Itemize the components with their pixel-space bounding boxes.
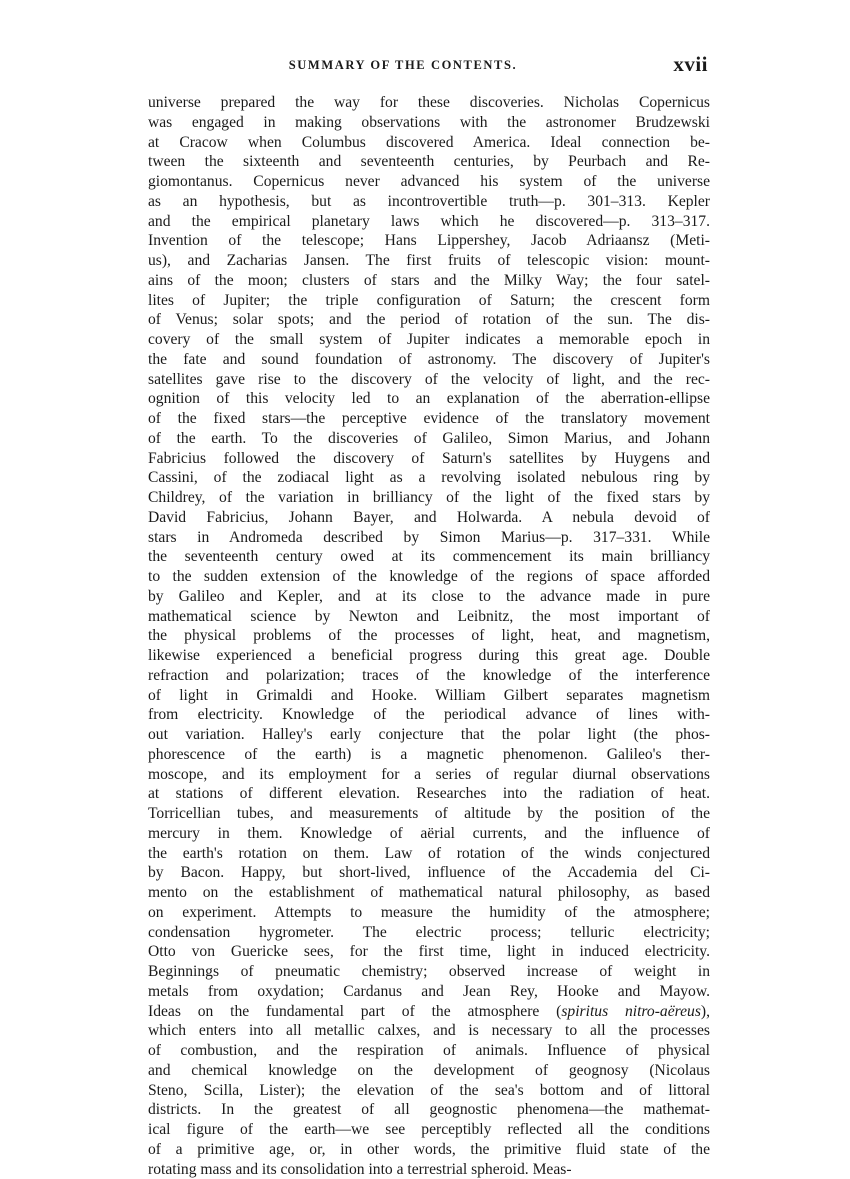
text-line: which enters into all metallic calxes, and is necessary to all the processes (148, 1021, 710, 1041)
text-line: giomontanus. Copernicus never advanced his system of the universe (148, 172, 710, 192)
text-line: of Venus; solar spots; and the period of rotation of the sun. The dis- (148, 310, 710, 330)
text-line: rotating mass and its consolidation into a terrestrial spheroid. Meas- (148, 1160, 710, 1179)
text-line: at Cracow when Columbus discovered America. Ideal connection be- (148, 133, 710, 153)
text-line: out variation. Halley's early conjecture that the polar light (the phos- (148, 725, 710, 745)
text-line: mercury in them. Knowledge of aërial currents, and the influence of (148, 824, 710, 844)
text-line: covery of the small system of Jupiter indicates a memorable epoch in (148, 330, 710, 350)
text-line: metals from oxydation; Cardanus and Jean Rey, Hooke and Mayow. (148, 982, 710, 1002)
text-line: and chemical knowledge on the development of geognosy (Nicolaus (148, 1061, 710, 1081)
text-line: and the empirical planetary laws which he discovered—p. 313–317. (148, 212, 710, 232)
text-line: ical figure of the earth—we see perceptibly reflected all the conditions (148, 1120, 710, 1140)
text-line: of the earth. To the discoveries of Galileo, Simon Marius, and Johann (148, 429, 710, 449)
text-line: the physical problems of the processes of light, heat, and magnetism, (148, 626, 710, 646)
text-line: Invention of the telescope; Hans Lippershey, Jacob Adriaansz (Meti- (148, 231, 710, 251)
text-line: of light in Grimaldi and Hooke. William Gilbert separates magnetism (148, 686, 710, 706)
text-line: moscope, and its employment for a series of regular diurnal observations (148, 765, 710, 785)
text-line: from electricity. Knowledge of the periodical advance of lines with- (148, 705, 710, 725)
text-line: ains of the moon; clusters of stars and the Milky Way; the four satel- (148, 271, 710, 291)
text-line: us), and Zacharias Jansen. The first fruits of telescopic vision: mount- (148, 251, 710, 271)
text-line: of a primitive age, or, in other words, the primitive fluid state of the (148, 1140, 710, 1160)
page-number: xvii (673, 52, 708, 77)
text-line: to the sudden extension of the knowledge of the regions of space afforded (148, 567, 710, 587)
text-line: mento on the establishment of mathematical natural philosophy, as based (148, 883, 710, 903)
text-line: Steno, Scilla, Lister); the elevation of the sea's bottom and of littoral (148, 1081, 710, 1101)
text-line: Cassini, of the zodiacal light as a revolving isolated nebulous ring by (148, 468, 710, 488)
text-line: tween the sixteenth and seventeenth centuries, by Peurbach and Re- (148, 152, 710, 172)
text-line: on experiment. Attempts to measure the humidity of the atmosphere; (148, 903, 710, 923)
text-line: districts. In the greatest of all geognostic phenomena—the mathemat- (148, 1100, 710, 1120)
text-line: stars in Andromeda described by Simon Marius—p. 317–331. While (148, 528, 710, 548)
text-line: the seventeenth century owed at its commencement its main brilliancy (148, 547, 710, 567)
text-line: Beginnings of pneumatic chemistry; observed increase of weight in (148, 962, 710, 982)
text-line: likewise experienced a beneficial progress during this great age. Double (148, 646, 710, 666)
text-line: satellites gave rise to the discovery of the velocity of light, and the rec- (148, 370, 710, 390)
text-line: refraction and polarization; traces of the knowledge of the interference (148, 666, 710, 686)
text-line: Fabricius followed the discovery of Saturn's satellites by Huygens and (148, 449, 710, 469)
text-line: condensation hygrometer. The electric process; telluric electricity; (148, 923, 710, 943)
text-line: was engaged in making observations with the astronomer Brudzewski (148, 113, 710, 133)
text-line: phorescence of the earth) is a magnetic phenomenon. Galileo's ther- (148, 745, 710, 765)
text-line: lites of Jupiter; the triple configuration of Saturn; the crescent form (148, 291, 710, 311)
text-line: Torricellian tubes, and measurements of altitude by the position of the (148, 804, 710, 824)
text-line: mathematical science by Newton and Leibnitz, the most important of (148, 607, 710, 627)
text-line: the fate and sound foundation of astronomy. The discovery of Jupiter's (148, 350, 710, 370)
body-text (148, 93, 710, 1179)
text-line: Otto von Guericke sees, for the first time, light in induced electricity. (148, 942, 710, 962)
text-line: as an hypothesis, but as incontrovertible truth—p. 301–313. Kepler (148, 192, 710, 212)
text-line: by Galileo and Kepler, and at its close to the advance made in pure (148, 587, 710, 607)
page-header (148, 52, 708, 78)
text-line: at stations of different elevation. Researches into the radiation of heat. (148, 784, 710, 804)
text-line: of the fixed stars—the perceptive evidence of the translatory movement (148, 409, 710, 429)
text-line: of combustion, and the respiration of animals. Influence of physical (148, 1041, 710, 1061)
running-title: SUMMARY OF THE CONTENTS. (208, 58, 598, 73)
text-line: universe prepared the way for these discoveries. Nicholas Copernicus (148, 93, 710, 113)
text-line: ognition of this velocity led to an explanation of the aberration-ellipse (148, 389, 710, 409)
text-line: the earth's rotation on them. Law of rotation of the winds conjectured (148, 844, 710, 864)
text-line: by Bacon. Happy, but short-lived, influence of the Accademia del Ci- (148, 863, 710, 883)
text-line: Ideas on the fundamental part of the atmosphere (spiritus nitro-aëreus), (148, 1002, 710, 1022)
text-line: Childrey, of the variation in brilliancy of the light of the fixed stars by (148, 488, 710, 508)
text-line: David Fabricius, Johann Bayer, and Holwarda. A nebula devoid of (148, 508, 710, 528)
